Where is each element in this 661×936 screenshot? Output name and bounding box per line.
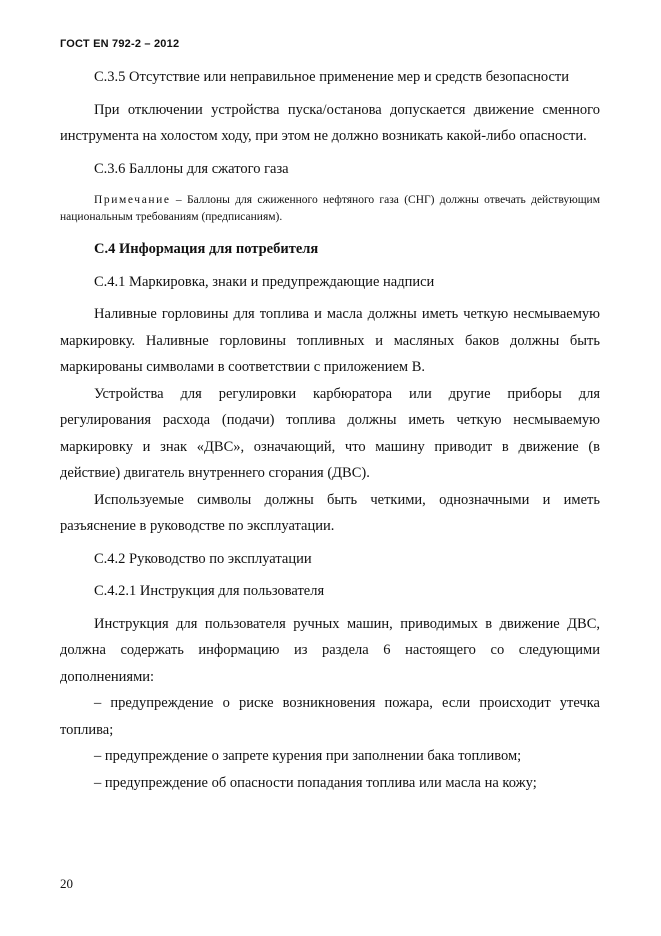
document-header: ГОСТ EN 792-2 – 2012 xyxy=(60,38,180,50)
page-number: 20 xyxy=(60,876,73,891)
bullet-item: – предупреждение о риске возникновения пожара, если происходит утечка топлива; xyxy=(60,695,600,738)
section-c35-text: При отключении устройства пуска/останова допускается движение сменного инструмента на холостом ходу, при этом не должно возникать какой-либо опасности. xyxy=(60,101,600,144)
section-c41-paragraph-1: Наливные горловины для топлива и масла должны иметь четкую несмываемую маркировку. Наливные горловины топливных и масляных баков должны быть маркированы символами в соответствии с приложением В. xyxy=(60,306,600,375)
section-c36-title: С.3.6 Баллоны для сжатого газа xyxy=(94,160,289,177)
note-label: Примечание xyxy=(94,194,171,206)
note-paragraph xyxy=(60,192,600,226)
section-c42-title: С.4.2 Руководство по эксплуатации xyxy=(94,550,312,567)
section-c41-paragraph-3: Используемые символы должны быть четкими, однозначными и иметь разъяснение в руководстве по эксплуатации. xyxy=(60,491,600,534)
section-c421-paragraph-1: Инструкция для пользователя ручных машин, приводимых в движение ДВС, должна содержать информацию из раздела 6 настоящего со следующими дополнениями: xyxy=(60,615,600,685)
bullet-item: – предупреждение о запрете курения при заполнении бака топливом; xyxy=(94,748,522,764)
section-c41-title: С.4.1 Маркировка, знаки и предупреждающие надписи xyxy=(94,273,435,290)
section-c4-heading: С.4 Информация для потребителя xyxy=(94,241,319,257)
section-c35-title: С.3.5 Отсутствие или неправильное применение мер и средств безопасности xyxy=(94,69,570,85)
section-c421-title: С.4.2.1 Инструкция для пользователя xyxy=(94,583,325,599)
section-c41-paragraph-2: Устройства для регулировки карбюратора или другие приборы для регулирования расхода (подачи) топлива должны иметь четкую несмываемую маркировку и знак «ДВС», означающий, что машину приводит в движение (в действие) двигатель внутреннего сгорания (ДВС). xyxy=(60,385,600,481)
note-text: – Баллоны для сжиженного нефтяного газа (СНГ) должны отвечать действующим национальным требованиям (предписаниям). xyxy=(60,194,600,223)
document-body xyxy=(60,64,600,796)
bullet-item: – предупреждение об опасности попадания топлива или масла на кожу; xyxy=(94,774,537,791)
